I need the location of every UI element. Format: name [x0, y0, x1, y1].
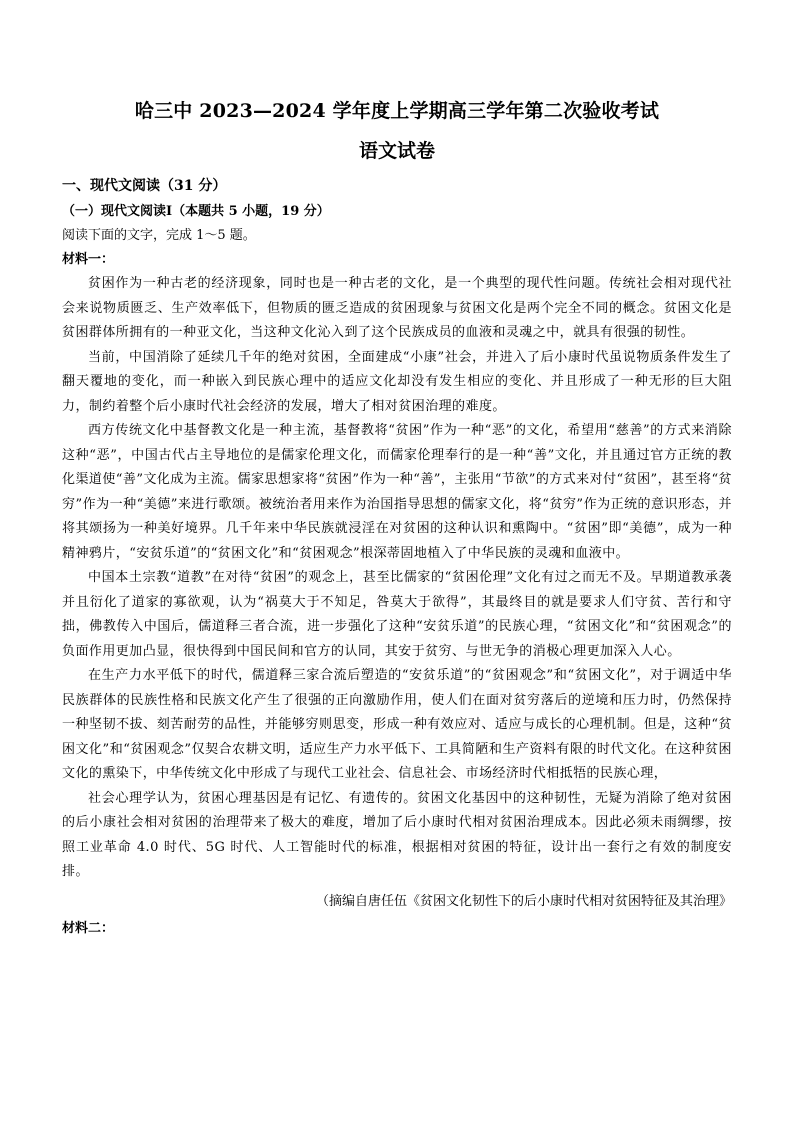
exam-title: 哈三中 2023—2024 学年度上学期高三学年第二次验收考试	[134, 100, 660, 122]
material-one-paragraph: 社会心理学认为，贫困心理基因是有记忆、有遗传的。贫困文化基因中的这种韧性，无疑为消除了绝对贫困的后小康社会相对贫困的治理带来了极大的难度，增加了后小康时代相对贫困治理成本。因此必须未雨绸缪，按照工业革命 4.0 时代、5G 时代、人工智能时代的标准，根据相对贫困的特征，设计出一套行之有效的制度安排。	[62, 790, 732, 879]
material-one-paragraph: 贫困作为一种古老的经济现象，同时也是一种古老的文化，是一个典型的现代性问题。传统社会相对现代社会来说物质匮乏、生产效率低下，但物质的匮乏造成的贫困现象与贫困文化是两个完全不同的概念。贫困文化是贫困群体所拥有的一种亚文化，当这种文化沁入到了这个民族成员的血液和灵魂之中，就具有很强的韧性。	[62, 276, 732, 340]
exam-subtitle: 语文试卷	[358, 140, 435, 162]
material-two-label: 材料二：	[62, 920, 115, 936]
material-one-source: （摘编自唐任伍《贫困文化韧性下的后小康时代相对贫困特征及其治理》	[315, 893, 732, 909]
material-one-paragraph: 西方传统文化中基督教文化是一种主流，基督教将“贫困”作为一种“恶”的文化，希望用“慈善”的方式来消除这种“恶”，中国古代占主导地位的是儒家伦理文化，而儒家伦理奉行的是一种“善”文化，并且通过官方正统的教化渠道使“善”文化成为主流。儒家思想家将“贫困”作为一种“善”，主张用“节欲”的方式来对付“贫困”，甚至将“贫穷”作为一种“美德”来进行歌颂。被统治者用来作为治国指导思想的儒家文化，将“贫穷”作为正统的意识形态，并将其颂扬为一种美好境界。几千年来中华民族就浸淫在对贫困的这种认识和熏陶中。“贫困”即“美德”，成为一种精神鸦片，“安贫乐道”的“贫困文化”和“贫困观念”根深蒂固地植入了中华民族的灵魂和血液中。	[62, 423, 732, 561]
material-one-label: 材料一：	[62, 252, 115, 267]
material-one-paragraph: 中国本土宗教“道教”在对待“贫困”的观念上，甚至比儒家的“贫困伦理”文化有过之而无不及。早期道教承袭并且衍化了道家的寡欲观，认为“祸莫大于不知足，咎莫大于欲得”，其最终目的就是要求人们守贫、苦行和守拙，佛教传入中国后，儒道释三者合流，进一步强化了这种“安贫乐道”的民族心理，“贫困文化”和“贫困观念”的负面作用更加凸显，很快得到中国民间和官方的认同，其安于贫穷、与世无争的消极心理更加深入人心。	[62, 570, 732, 659]
subsection-heading-reading-1: （一）现代文阅读Ⅰ（本题共 5 小题，19 分）	[62, 204, 330, 219]
material-one-paragraph: 当前，中国消除了延续几千年的绝对贫困，全面建成“小康”社会，并进入了后小康时代虽说物质条件发生了翻天覆地的变化，而一种嵌入到民族心理中的适应文化却没有发生相应的变化、并且形成了一种无形的巨大阻力，制约着整个后小康时代社会经济的发展，增大了相对贫困治理的难度。	[62, 349, 732, 414]
material-one-body	[62, 272, 732, 885]
material-one-paragraph: 在生产力水平低下的时代，儒道释三家合流后塑造的“安贫乐道”的“贫困观念”和“贫困文化”，对于调适中华民族群体的民族性格和民族文化产生了很强的正向激励作用，使人们在面对贫穷落后的逆境和压力时，仍然保持一种坚韧不拔、刻苦耐劳的品性，并能够穷则思变，形成一种有效应对、适应与成长的心理机制。但是，这种“贫困文化”和“贫困观念”仅契合农耕文明，适应生产力水平低下、工具简陋和生产资料有限的时代文化。在这种贫困文化的熏染下，中华传统文化中形成了与现代工业社会、信息社会、市场经济时代相抵牾的民族心理，	[62, 668, 732, 781]
section-heading-reading: 一、现代文阅读（31 分）	[62, 178, 227, 194]
reading-instruction: 阅读下面的文字，完成 1～5 题。	[62, 228, 256, 243]
